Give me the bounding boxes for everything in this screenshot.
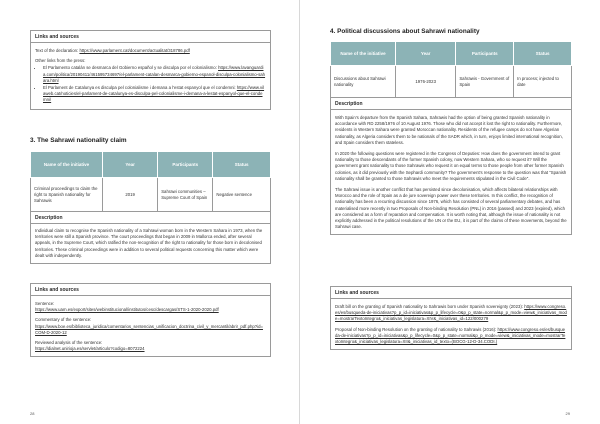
description-box — [330, 98, 572, 235]
section-title: 4. Political discussions about Sahrawi nationality — [330, 28, 480, 35]
page-right — [300, 0, 600, 424]
description-paragraph: In 2020 the following questions were registered in the Congress of Deputies: How does the government intend to grant nationality to those descendants of the former Spanish colony, now Western Sahara, who so request it? Will the government grant nationality to those Sahrawis who request it on equal terms to those people from other former Spanish colonies, as it did previously with the Sephardi community? The government's response to the question was that "Spanish nationality shall be granted to those Sahrawis who meet the requirements stipulated in the Civil Code". — [335, 151, 567, 181]
proposal-label: Proposal of Non-binding Resolution on the granting of nationality to Sahrawis (2016): — [335, 326, 498, 332]
commentary-link[interactable]: https://www.boe.es/biblioteca_juridica/comentarios_sentencias_unificacion_doctrina_civil_y_mercantil/abrir_pdf.php?id=COM-D-2020-12 — [35, 323, 263, 335]
cell-year: 2019 — [103, 178, 158, 212]
sentence-label: Sentence: — [35, 301, 55, 306]
links-sources-box-2 — [30, 283, 271, 357]
description-box — [30, 212, 271, 264]
cell-participants: Sahrawis - Government of Spain — [456, 66, 514, 98]
links-title: Links and sources — [31, 284, 270, 296]
initiative-table — [30, 151, 271, 212]
description-paragraph: The Sahrawi issue is another conflict that has persisted since decolonisation, which affects bilateral relationships with Morocco and the role of Spain as a de jure sovereign power over these territories. In this conflict, the recognition of nationality has been a recurring discussion since 1976, which has consisted of several parliamentary debates, and has materialised more recently in two Proposals of Non-binding Resolution (PNL) in 2016 (passed) and 2023 (expired), which are considered as a form of reparation and compensation. It is worth noting that, although the issue of nationality is not explicitly addressed in the political resolutions of the UN or the EU, it is part of the claims of these movements, beyond the Sahrawi case. — [335, 187, 567, 230]
table-row — [31, 178, 271, 212]
description-text: Individual claim to recognise the Spanish nationality of a Sahrawi woman born in the Western Sahara in 1973, when the territories were still a Spanish province. The court proceedings that began in 2009 in Mallorca ended, after several appeals, in the Supreme Court, which ratified the non-recognition of the right to nationality for those born in decolonised territories. These criminal proceedings were in addition to several political requests concerning this matter which were dealt with independently. — [35, 228, 263, 258]
commentary-label: Commentary of the sentence: — [35, 317, 92, 323]
proposal-line — [335, 327, 567, 346]
cell-name: Criminal proceedings to claim the right to Spanish nationality for Sahrawis — [31, 178, 103, 212]
table-row — [331, 66, 572, 98]
press-link-prefix: El Parlament de Catalunya es disculpa pel colonialisme i demana a l'estat espanyol que el condemni: — [43, 85, 237, 91]
page-number: 29 — [565, 411, 570, 416]
description-paragraph: With Spain's departure from the Spanish Sahara, Sahrawis had the option of being granted Spanish nationality in accordance with RD 2258/1976 of 10 August 1976. Those who did not accept it lost the right to nationality. Furthermore, residents in Western Sahara were granted Moroccan nationality. Residents of the refugee camps do not have Algerian nationality, as Algeria considers them to be nationals of the SADR which, in turn, enjoys limited international recognition, and Spain considers them stateless. — [335, 115, 563, 145]
links-title: Links and sources — [331, 287, 571, 299]
col-header-participants: Participants — [456, 42, 514, 66]
list-item — [43, 65, 266, 84]
col-header-year: Year — [396, 42, 456, 66]
cell-status: Negative sentence — [213, 178, 271, 212]
description-title: Description — [331, 98, 571, 110]
list-item — [43, 85, 266, 104]
press-link[interactable]: https://www.lavanguardia.com/politica/20190411/461595734697/el-parlament-catalan-desmarca-gobierno-espanol-disculpa-colonialismo-sahara.html — [43, 65, 266, 83]
page-number: 28 — [30, 411, 35, 416]
declaration-label: Text of the declaration: — [35, 48, 80, 53]
description-title: Description — [31, 212, 270, 224]
links-title: Links and sources — [31, 31, 270, 43]
col-header-name: Name of the initiative — [331, 42, 396, 66]
col-header-status: Status — [514, 42, 572, 66]
reviewed-link[interactable]: https://dialnet.unirioja.es/servlet/articulo?codigo=8072224 — [35, 346, 145, 352]
col-header-year: Year — [103, 152, 158, 178]
cell-participants: Sahrawi communities – Supreme Court of Spain — [158, 178, 213, 212]
cell-name: Discussions about Sahrawi nationality — [331, 66, 396, 98]
col-header-name: Name of the initiative — [31, 152, 103, 178]
cell-status: In process; injected to date — [514, 66, 572, 98]
draft-bill-link[interactable]: https://www.congreso.es/es/busqueda-de-iniciativas?p_p_id=iniciativas&p_p_lifecycle=0&p_p_state=normal&p_p_mode=view&_iniciativas_mode=mostrarTextoIntegro&_iniciativas_legislatura=XIV&_iniciativas_id=122/000279 — [335, 304, 567, 322]
press-links-list — [43, 65, 266, 103]
draft-bill-label: Draft bill on the granting of Spanish nationality to Sahrawis born under Spanish sovereignty (2023): — [335, 304, 525, 309]
col-header-status: Status — [213, 152, 271, 178]
declaration-text-line — [35, 48, 266, 54]
cell-year: 1976-2023 — [396, 66, 456, 98]
press-link-prefix: El Parlamento catalán se desmarca del Gobierno español y se disculpa por el colonialismo: — [43, 65, 219, 71]
sentence-link[interactable]: https://www.uam.es/export/sites/webinstitucional/institutos/cesc/descargas/STS-1-2020-2020.pdf — [35, 307, 219, 313]
initiative-table — [330, 41, 572, 98]
reviewed-label: Reviewed analysis of the sentence: — [35, 340, 103, 346]
declaration-link[interactable]: https://www.parlament.cat/document/actualitat/318786.pdf — [79, 48, 190, 53]
section-title: 3. The Sahrawi nationality claim — [30, 137, 127, 144]
col-header-participants: Participants — [158, 152, 213, 178]
other-links-label: Other links from the press: — [35, 58, 86, 64]
draft-bill-line — [335, 304, 567, 323]
links-sources-box — [330, 286, 572, 350]
press-link[interactable]: https://www.vilaweb.cat/noticies/el-parlament-de-catalunya-es-disculpa-pel-colonialisme-i-demana-a-lestat-espanyol-que-el-condemni/ — [43, 85, 265, 103]
links-sources-box-1 — [30, 30, 271, 110]
proposal-link[interactable]: https://www.congreso.es/es/busqueda-de-iniciativas?p_p_id=iniciativas&p_p_lifecycle=0&p_p_state=normal&p_p_mode=view&_iniciativas_mode=mostrarTextoIntegro&_iniciativas_legislatura=XII&_iniciativas_id_texto=(BOCG-12-D-34.CODI.) — [335, 326, 566, 345]
